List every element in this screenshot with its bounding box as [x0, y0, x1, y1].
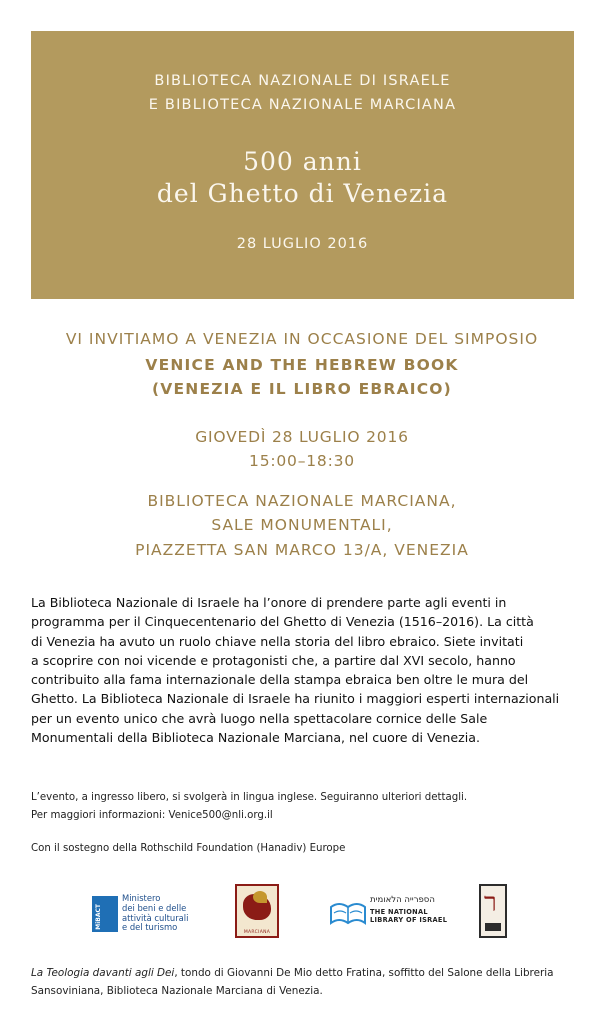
mibact-name-line: attività culturali [122, 912, 189, 923]
mibact-mark-label: MiBACT [95, 904, 102, 930]
language-note: L’evento, a ingresso libero, si svolgerà in lingua inglese. Seguiranno ulteriori dettagli. [31, 792, 468, 803]
mibact-mark [92, 896, 118, 932]
invitation-intro: VI INVITIAMO A VENEZIA IN OCCASIONE DEL SIMPOSIO [65, 330, 539, 348]
nli-english-name [370, 908, 447, 924]
caption-artwork-title: La Teologia davanti agli Dei [31, 967, 175, 979]
image-caption [31, 964, 576, 1000]
sponsor-note: Con il sostegno della Rothschild Foundation (Hanadiv) Europe [31, 843, 346, 854]
nli-logo [330, 895, 458, 935]
lion-wing-icon [253, 891, 267, 903]
organizer-line-1: BIBLIOTECA NAZIONALE DI ISRAELE [154, 73, 451, 89]
banner-title-line-1: 500 anni [243, 147, 362, 176]
caption-line-1-rest: , tondo di Giovanni De Mio detto Fratina, soffitto del Salone della Libreria [174, 967, 554, 979]
rothschild-glyph: ר [484, 888, 497, 918]
caption-line-2: Sansoviniana, Biblioteca Nazionale Marciana di Venezia. [31, 985, 323, 997]
organizer-line-2: E BIBLIOTECA NAZIONALE MARCIANA [148, 97, 457, 113]
nli-hebrew-name: הספרייה הלאומית [370, 895, 435, 905]
nli-english-line: THE NATIONAL [370, 908, 428, 916]
venue-line-2: SALE MONUMENTALI, [211, 516, 393, 534]
body-line: contribuito alla fama internazionale della stampa ebraica ben oltre le mura del [31, 672, 529, 688]
body-line: La Biblioteca Nazionale di Israele ha l’onore di prendere parte agli eventi in [31, 595, 507, 610]
rothschild-bar [485, 923, 501, 931]
venue-line-1: BIBLIOTECA NAZIONALE MARCIANA, [147, 492, 457, 510]
marciana-logo [235, 884, 279, 938]
body-paragraph [31, 593, 576, 747]
open-book-icon [330, 899, 366, 927]
mibact-name-line: e del turismo [122, 922, 178, 933]
body-line: Ghetto. La Biblioteca Nazionale di Israele ha riunito i maggiori esperti internazionali [31, 691, 560, 707]
mibact-logo [92, 894, 210, 936]
event-title-line-2: (VENEZIA E IL LIBRO EBRAICO) [152, 380, 452, 398]
banner-date: 28 LUGLIO 2016 [236, 236, 369, 252]
mibact-name-line: Ministero [122, 893, 161, 903]
venue-line-3: PIAZZETTA SAN MARCO 13/A, VENEZIA [135, 541, 469, 559]
event-time: 15:00–18:30 [249, 452, 355, 470]
header-banner [31, 31, 574, 299]
body-line: programma per il Cinquecentenario del Ghetto di Venezia (1516–2016). La città [31, 614, 534, 630]
mibact-name [122, 894, 188, 933]
body-line: di Venezia ha avuto un ruolo chiave nella storia del libro ebraico. Siete invitati [31, 633, 524, 649]
body-line: a scoprire con noi vicende e protagonisti che, a partire dal XVI secolo, hanno [31, 652, 516, 668]
body-line: per un evento unico che avrà luogo nella spettacolare cornice delle Sale [31, 710, 488, 726]
rothschild-logo [479, 884, 507, 938]
caption-line-1 [31, 964, 576, 982]
event-day: GIOVEDÌ 28 LUGLIO 2016 [195, 428, 409, 446]
nli-english-line: LIBRARY OF ISRAEL [370, 916, 448, 924]
body-line: Monumentali della Biblioteca Nazionale Marciana, nel cuore di Venezia. [31, 730, 480, 746]
mibact-name-line: dei beni e delle [122, 902, 187, 913]
info-contact: Per maggiori informazioni: Venice500@nli.org.il [31, 810, 273, 821]
event-title-line-1: VENICE AND THE HEBREW BOOK [145, 356, 459, 374]
marciana-logo-caption: MARCIANA [243, 930, 271, 935]
banner-title-line-2: del Ghetto di Venezia [156, 179, 449, 208]
